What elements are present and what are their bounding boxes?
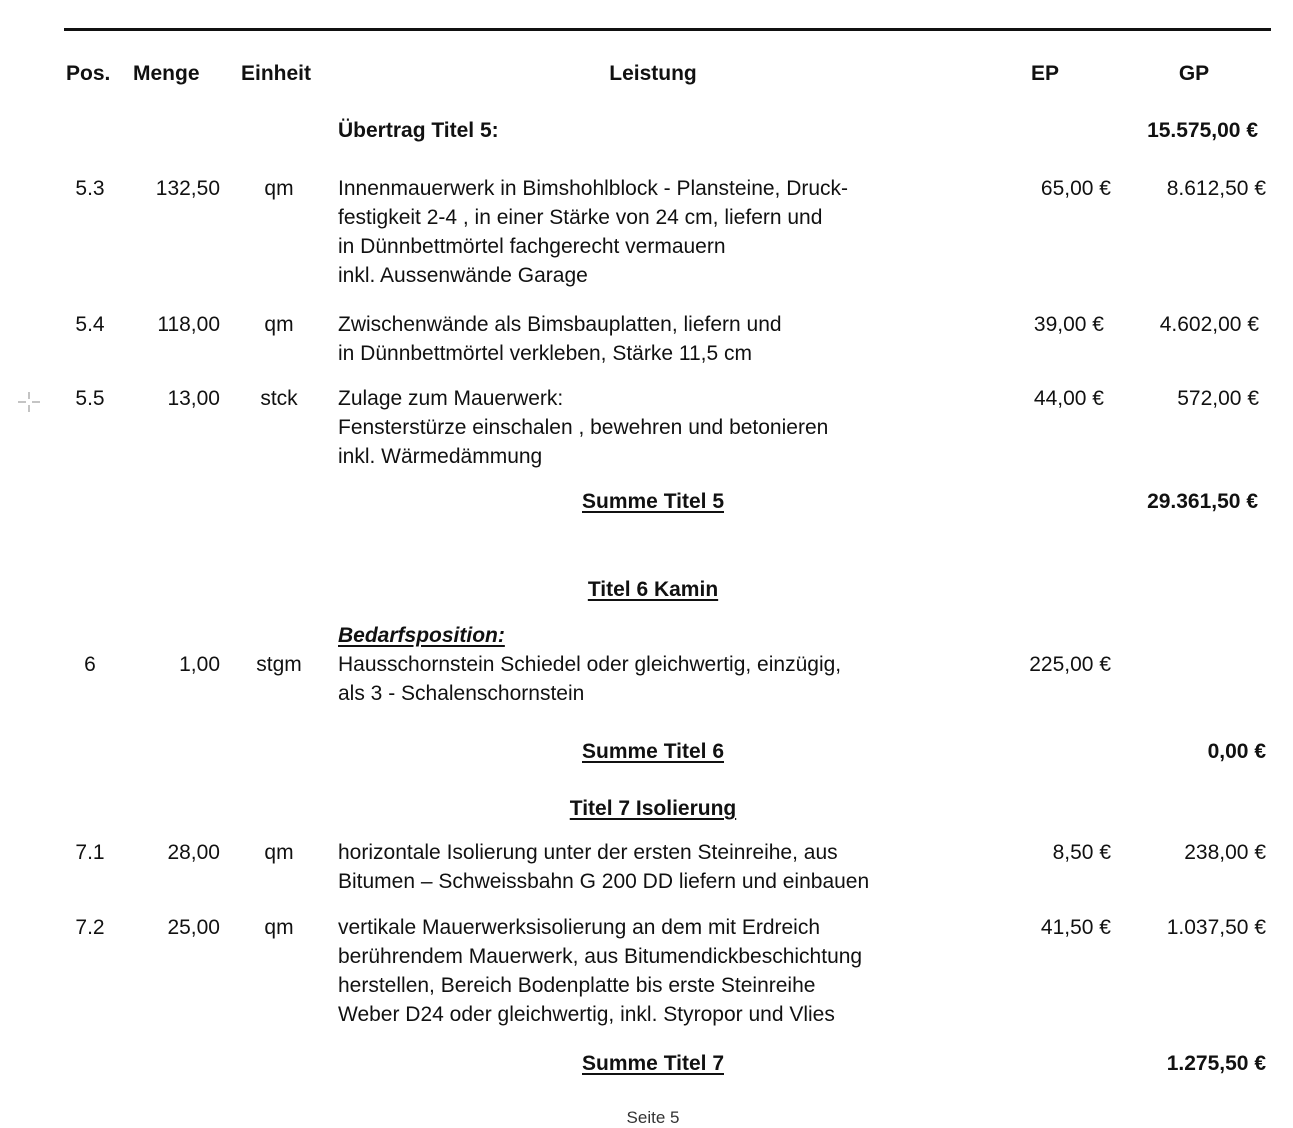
summe-titel-7-label: Summe Titel 7	[582, 1052, 724, 1075]
row-gp: 4.602,00 €	[1159, 313, 1259, 336]
row-einheit: qm	[264, 313, 294, 336]
description-line: horizontale Isolierung unter der ersten Steinreihe, aus	[338, 841, 838, 864]
row-description	[338, 384, 828, 471]
header-einheit: Einheit	[241, 62, 312, 85]
description-line: vertikale Mauerwerksisolierung an dem mit Erdreich	[338, 916, 821, 939]
row-description	[338, 174, 848, 290]
row-description	[338, 310, 782, 368]
description-line: festigkeit 2-4 , in einer Stärke von 24 cm, liefern und	[338, 206, 823, 229]
row-menge: 13,00	[167, 387, 220, 410]
row-menge: 28,00	[167, 841, 220, 864]
top-rule	[64, 28, 1271, 31]
summe-titel-6-value: 0,00 €	[1207, 740, 1266, 763]
row-ep: 8,50 €	[1052, 841, 1111, 864]
description-line: als 3 - Schalenschornstein	[338, 682, 585, 705]
summe-titel-6-label: Summe Titel 6	[582, 740, 724, 763]
row-einheit: qm	[264, 841, 294, 864]
description-line: Bitumen – Schweissbahn G 200 DD liefern und einbauen	[338, 870, 870, 893]
row-menge: 132,50	[155, 177, 220, 200]
description-line: Zwischenwände als Bimsbauplatten, liefern und	[338, 313, 782, 336]
row-pos: 5.3	[75, 177, 105, 200]
uebertrag-label: Übertrag Titel 5:	[338, 119, 499, 142]
row-gp: 1.037,50 €	[1166, 916, 1266, 939]
description-line: Hausschornstein Schiedel oder gleichwertig, einzügig,	[338, 653, 842, 676]
row-description	[338, 913, 862, 1029]
row-menge: 118,00	[157, 313, 220, 336]
row-menge: 25,00	[167, 916, 220, 939]
row-pos: 5.5	[75, 387, 105, 410]
row-pos: 7.2	[75, 916, 105, 939]
header-ep: EP	[1030, 62, 1059, 85]
description-line: in Dünnbettmörtel fachgerecht vermauern	[338, 235, 726, 258]
description-line: Zulage zum Mauerwerk:	[338, 387, 564, 410]
row-menge: 1,00	[179, 653, 220, 676]
crosshair-icon	[18, 392, 40, 412]
row-pos: 7.1	[75, 841, 105, 864]
titel-7-heading: Titel 7 Isolierung	[569, 797, 737, 820]
row-pos: 5.4	[75, 313, 105, 336]
description-line: Innenmauerwerk in Bimshohlblock - Plansteine, Druck-	[338, 177, 849, 200]
description-line: in Dünnbettmörtel verkleben, Stärke 11,5 cm	[338, 342, 752, 365]
row-gp: 8.612,50 €	[1166, 177, 1266, 200]
header-pos: Pos.	[66, 62, 111, 85]
titel-6-heading: Titel 6 Kamin	[587, 578, 719, 601]
description-line: Weber D24 oder gleichwertig, inkl. Styropor und Vlies	[338, 1003, 835, 1026]
summe-titel-5-value: 29.361,50 €	[1147, 490, 1258, 513]
row-einheit: qm	[264, 177, 294, 200]
description-line: Fensterstürze einschalen , bewehren und betonieren	[338, 416, 829, 439]
row-einheit: stck	[260, 387, 298, 410]
description-line: inkl. Aussenwände Garage	[338, 264, 588, 287]
row-gp: 572,00 €	[1177, 387, 1259, 410]
bedarfsposition-label: Bedarfsposition:	[338, 624, 505, 647]
header-gp: GP	[1178, 62, 1210, 85]
row-description	[338, 838, 869, 896]
summe-titel-5-label: Summe Titel 5	[582, 490, 724, 513]
row-einheit: stgm	[256, 653, 302, 676]
row-gp: 238,00 €	[1184, 841, 1266, 864]
row-ep: 44,00 €	[1033, 387, 1104, 410]
row-ep: 39,00 €	[1033, 313, 1104, 336]
header-menge: Menge	[133, 62, 200, 85]
summe-titel-7-value: 1.275,50 €	[1166, 1052, 1266, 1075]
uebertrag-value: 15.575,00 €	[1147, 119, 1258, 142]
row-ep: 41,50 €	[1040, 916, 1111, 939]
row-einheit: qm	[264, 916, 294, 939]
description-line: herstellen, Bereich Bodenplatte bis erste Steinreihe	[338, 974, 816, 997]
row-ep: 225,00 €	[1029, 653, 1111, 676]
header-leistung: Leistung	[609, 62, 697, 85]
page-footer: Seite 5	[626, 1108, 680, 1127]
row-ep: 65,00 €	[1040, 177, 1111, 200]
row-description	[338, 650, 841, 708]
description-line: berührendem Mauerwerk, aus Bitumendickbeschichtung	[338, 945, 863, 968]
row-pos: 6	[84, 653, 96, 676]
description-line: inkl. Wärmedämmung	[338, 445, 543, 468]
